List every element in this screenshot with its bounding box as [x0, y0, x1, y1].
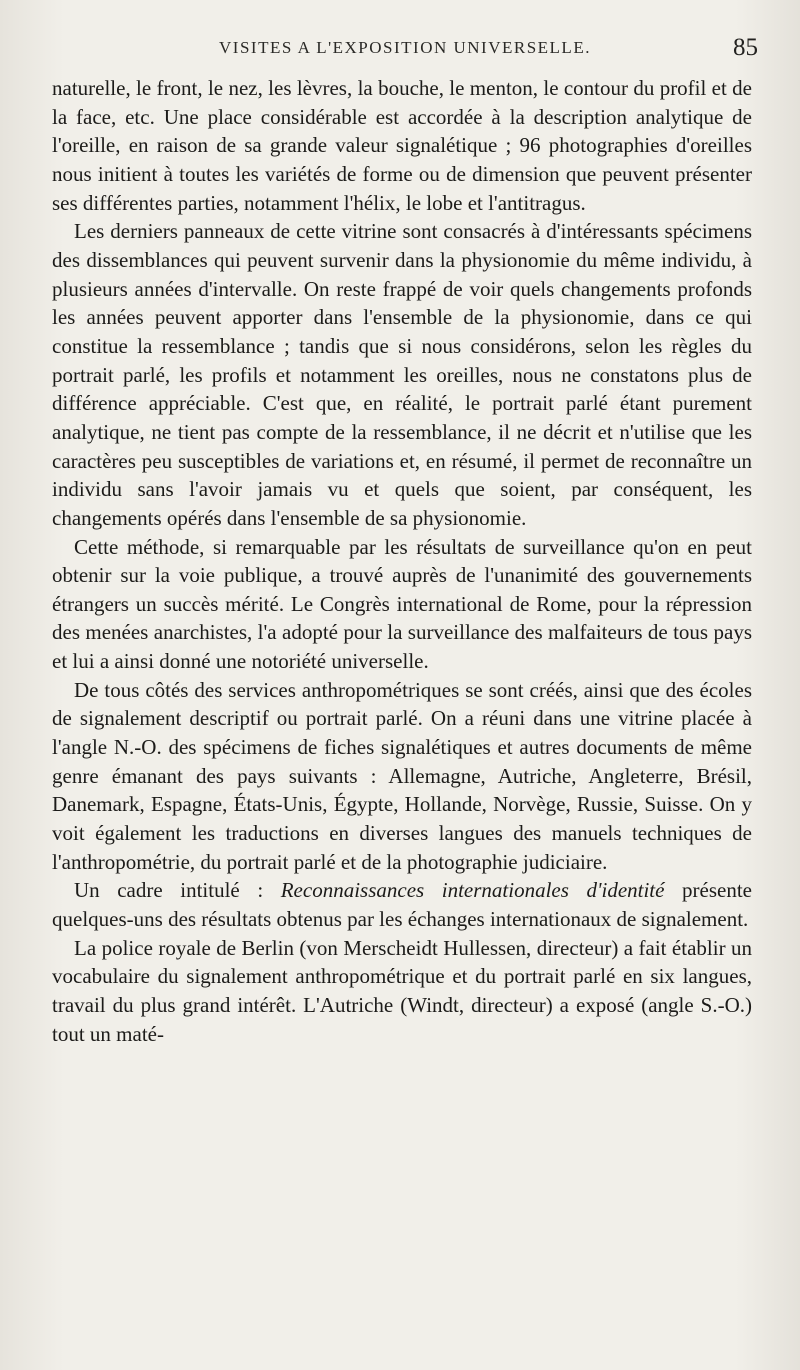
- paragraph-berlin: La police royale de Berlin (von Merscheidt Hullessen, directeur) a fait établir un vocabulaire du signalement anthropométrique et du portrait parlé en six langues, travail du plus grand intérêt. L'Autriche (Windt, directeur) a exposé (angle S.-O.) tout un maté-: [52, 935, 752, 1046]
- paragraph-continuation: naturelle, le front, le nez, les lèvres, la bouche, le menton, le contour du profil et de la face, etc. Une place considérable est accordée à la description analytique de l'oreille, en raison de sa grande valeur signalétique ; 96 photographies d'oreilles nous initient à toutes les variétés de forme ou de dimension que peuvent présenter ses différentes parties, notamment l'hélix, le lobe et l'antitragus.: [52, 76, 752, 215]
- cadre-title-italic: Reconnaissances internationales d'identité: [280, 878, 665, 903]
- paragraph-cadre-end: présente quelques-uns des résultats obtenus par les échanges internationaux de signalement.: [52, 878, 753, 932]
- running-title: VISITES A L'EXPOSITION UNIVERSELLE.: [219, 38, 591, 57]
- paragraph-cadre-start: Un cadre intitulé :: [74, 878, 281, 903]
- paragraph-services: De tous côtés des services anthropométriques se sont créés, ainsi que des écoles de signalement descriptif ou portrait parlé. On a réuni dans une vitrine placée à l'angle N.-O. des spécimens de fiches signalétiques et autres documents de même genre émanant des pays suivants : Allemagne, Autriche, Angleterre, Brésil, Danemark, Espagne, États-Unis, Égypte, Hollande, Norvège, Russie, Suisse. On y voit également les traductions en diverses langues des manuels techniques de l'anthropométrie, du portrait parlé et de la photographie judiciaire.: [52, 677, 752, 874]
- page-number: 85: [733, 34, 758, 61]
- paragraph-dissemblances: Les derniers panneaux de cette vitrine sont consacrés à d'intéressants spécimens des dissemblances qui peuvent survenir dans la physionomie du même individu, à plusieurs années d'intervalle. On reste frappé de voir quels changements profonds les années peuvent apporter dans l'ensemble de la physionomie, dans ce qui constitue la ressemblance ; tandis que si nous considérons, selon les règles du portrait parlé, les profils et notamment les oreilles, nous ne constatons plus de différence appréciable. C'est que, en réalité, le portrait parlé étant purement analytique, ne tient pas compte de la ressemblance, il ne décrit et n'utilise que les caractères peu susceptibles de variations et, en résumé, il permet de reconnaître un individu sans l'avoir jamais vu et quels que soient, par conséquent, les changements opérés dans l'ensemble de sa physionomie.: [52, 219, 752, 530]
- paragraph-methode: Cette méthode, si remarquable par les résultats de surveillance qu'on en peut obtenir sur la voie publique, a trouvé auprès de l'unanimité des gouvernements étrangers un succès mérité. Le Congrès international de Rome, pour la répression des menées anarchistes, l'a adopté pour la surveillance des malfaiteurs de tous pays et lui a ainsi donné une notoriété universelle.: [52, 534, 752, 674]
- running-head: [52, 34, 758, 68]
- paragraph-cadre: [52, 876, 752, 933]
- body-text: [52, 74, 752, 1048]
